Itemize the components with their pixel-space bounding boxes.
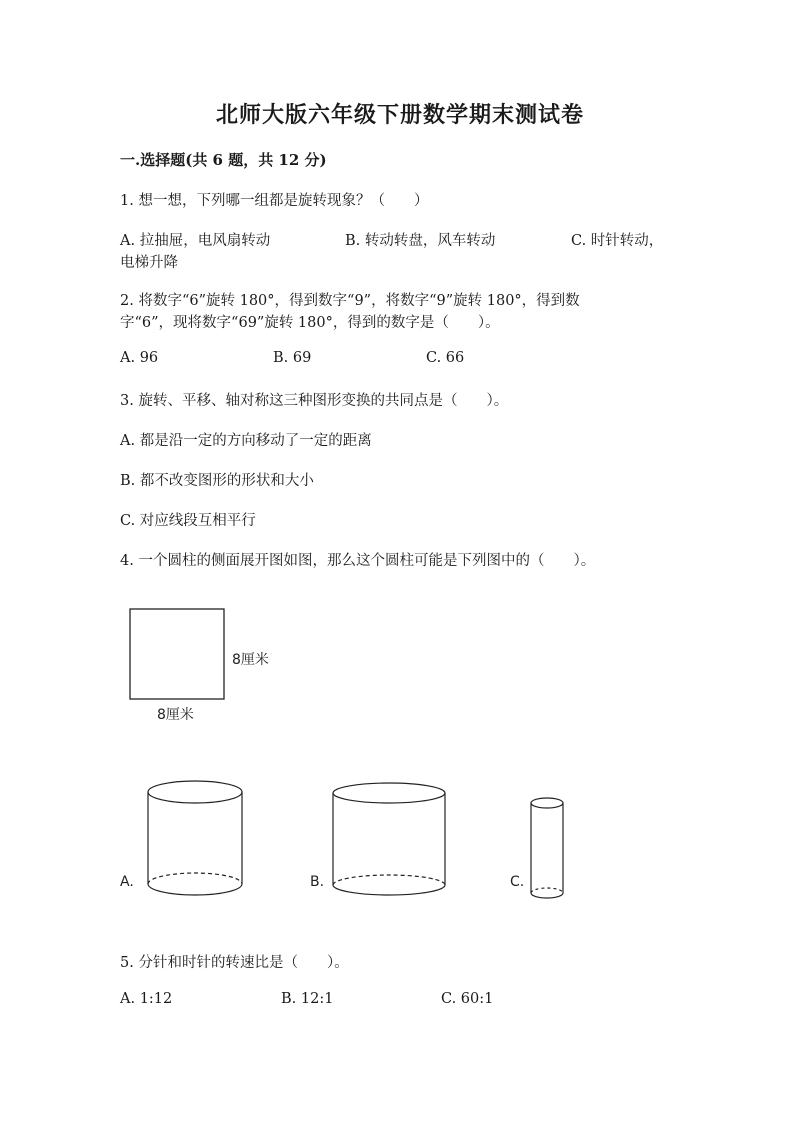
q3-option-c: C. 对应线段互相平行 — [120, 513, 256, 529]
q3-stem: 3. 旋转、平移、轴对称这三种图形变换的共同点是（ ）。 — [120, 393, 509, 409]
page-title: 北师大版六年级下册数学期末测试卷 — [215, 102, 584, 128]
q4-stem: 4. 一个圆柱的侧面展开图如图，那么这个圆柱可能是下列图中的（ ）。 — [120, 553, 596, 569]
q4-option-c: C. — [510, 874, 525, 890]
cylinder-a — [148, 781, 242, 895]
side-length-label: 8厘米 — [232, 652, 269, 668]
q1-option-c-continued: 电梯升降 — [120, 255, 178, 271]
q3-option-b: B. 都不改变图形的形状和大小 — [120, 473, 314, 489]
q1-stem: 1. 想一想，下列哪一组都是旋转现象？（ ） — [120, 193, 429, 209]
q3-option-a: A. 都是沿一定的方向移动了一定的距离 — [120, 433, 372, 449]
q2-stem-line1: 2. 将数字“6”旋转 180°，得到数字“9”，将数字“9”旋转 180°，得到数 — [120, 293, 580, 309]
bottom-length-label: 8厘米 — [157, 707, 194, 723]
q1-option-c: C. 时针转动， — [571, 233, 664, 249]
q4-option-b: B. — [310, 874, 325, 890]
cylinder-b — [333, 783, 445, 895]
section-heading: 一.选择题(共 6 题，共 12 分) — [120, 151, 327, 169]
q5-stem: 5. 分针和时针的转速比是（ ）。 — [120, 955, 349, 971]
q5-option-c: C. 60:1 — [441, 991, 494, 1007]
q1-option-b: B. 转动转盘，风车转动 — [345, 233, 496, 249]
q2-option-c: C. 66 — [426, 350, 465, 366]
q2-option-a: A. 96 — [120, 350, 159, 366]
q2-option-b: B. 69 — [273, 350, 312, 366]
q5-option-b: B. 12:1 — [281, 991, 334, 1007]
q2-stem-line2: 字“6”，现将数字“69”旋转 180°，得到的数字是（ ）。 — [120, 315, 500, 331]
q1-option-a: A. 拉抽屉，电风扇转动 — [120, 233, 271, 249]
cylinder-c — [531, 798, 563, 898]
q4-option-a: A. — [120, 874, 134, 890]
unfolded-square — [130, 609, 224, 699]
q5-option-a: A. 1:12 — [120, 991, 173, 1007]
